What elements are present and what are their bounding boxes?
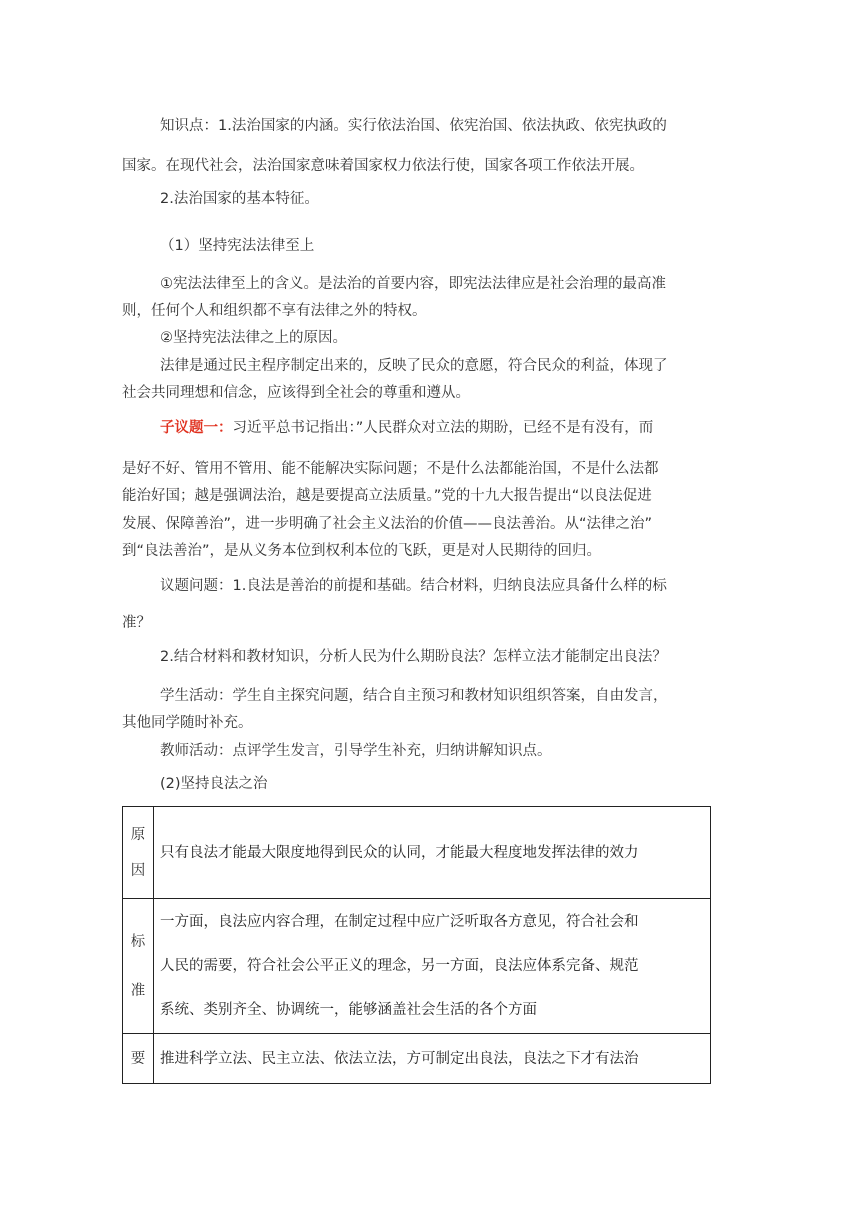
subsection-heading: （1）坚持宪法法律至上: [160, 238, 315, 254]
text-line: 准？: [122, 615, 151, 631]
row-content: 推进科学立法、民主立法、依法立法，方可制定出良法，良法之下才有法治: [154, 1034, 711, 1084]
text-line: 其他同学随时补充。: [122, 715, 253, 731]
sub-topic-label: 子议题一：: [160, 420, 233, 436]
row-label: 标 准: [123, 899, 154, 1034]
question-two: 2.结合材料和教材知识，分析人民为什么期盼良法？怎样立法才能制定出良法？: [160, 649, 667, 665]
text-line: 知识点：1.法治国家的内涵。实行依法治国、依宪治国、依法执政、依宪执政的: [160, 118, 667, 134]
row-label: 要: [123, 1034, 154, 1084]
text-line: 子议题一：习近平总书记指出：”人民群众对立法的期盼，已经不是有没有，而: [160, 420, 654, 436]
text-line: 国家。在现代社会，法治国家意味着国家权力依法行使，国家各项工作依法开展。: [122, 158, 644, 174]
text-line: 社会共同理想和信念，应该得到全社会的尊重和遵从。: [122, 385, 470, 401]
section-heading: 2.法治国家的基本特征。: [160, 191, 319, 207]
text-line: 议题问题：1.良法是善治的前提和基础。结合材料，归纳良法应具备什么样的标: [160, 578, 667, 594]
text-line: 发展、保障善治”，进一步明确了社会主义法治的价值——良法善治。从“法律之治”: [122, 516, 653, 532]
teacher-activity: 教师活动：点评学生发言，引导学生补充，归纳讲解知识点。: [160, 743, 552, 759]
row-content: 一方面，良法应内容合理，在制定过程中应广泛听取各方意见，符合社会和 人民的需要，符合社会公平正义的理念，另一方面，良法应体系完备、规范 系统、类别齐全、协调统一，能够涵盖社会生活的各个方面: [154, 899, 711, 1034]
text-line: 到“良法善治”，是从义务本位到权利本位的飞跃，更是对人民期待的回归。: [122, 543, 602, 559]
subsection-heading: (2)坚持良法之治: [160, 776, 268, 792]
reason-heading: ②坚持宪法法律之上的原因。: [160, 330, 347, 346]
text-line: ①宪法法律至上的含义。是法治的首要内容，即宪法法律应是社会治理的最高准: [160, 276, 666, 292]
table-row: [123, 1034, 711, 1084]
table-row: [123, 899, 711, 1034]
good-law-table: [122, 806, 711, 1084]
row-label: 原 因: [123, 807, 154, 899]
text-line: 能治好国；越是强调法治，越是要提高立法质量。”党的十九大报告提出“以良法促进: [122, 488, 652, 504]
text-line: 学生活动：学生自主探究问题，结合自主预习和教材知识组织答案，自由发言，: [160, 688, 668, 704]
text-line: 则，任何个人和组织都不享有法律之外的特权。: [122, 303, 427, 319]
text-line: 是好不好、管用不管用、能不能解决实际问题；不是什么法都能治国，不是什么法都: [122, 461, 659, 477]
text-line: 法律是通过民主程序制定出来的，反映了民众的意愿，符合民众的利益，体现了: [160, 358, 668, 374]
row-content: 只有良法才能最大限度地得到民众的认同，才能最大程度地发挥法律的效力: [154, 807, 711, 899]
table-row: [123, 807, 711, 899]
